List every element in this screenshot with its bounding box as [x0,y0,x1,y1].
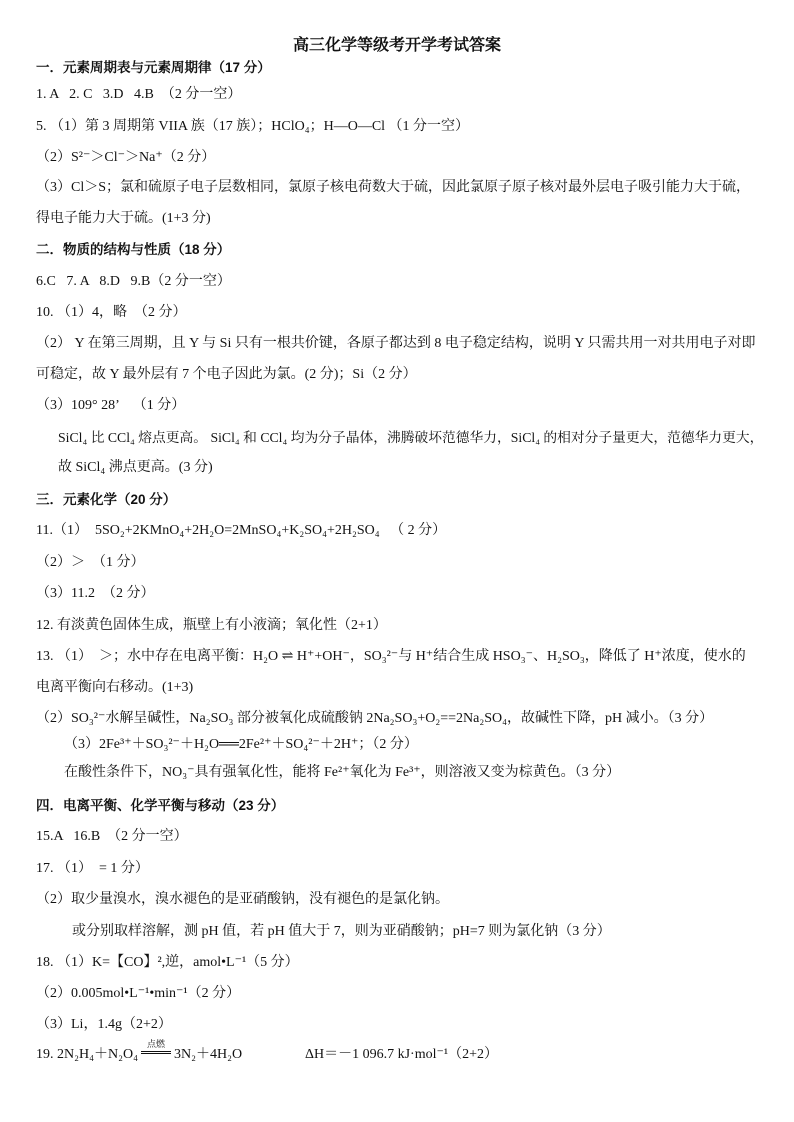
q17-part1-answer: 17. （1） = 1 分） [36,861,149,876]
q12-answer: 12. 有淡黄色固体生成，瓶壁上有小液滴；氧化性（2+1） [36,618,387,633]
q15-16-answers: 15.A 16.B （2 分一空） [36,829,188,844]
q10-part3-reason-line2: 故 SiCl₄ 沸点更高。(3 分) [58,460,213,475]
q19-reactants: 19. 2N₂H₄＋N₂O₄ [36,1047,138,1062]
section-1-heading: 一．元素周期表与元素周期律（17 分） [36,60,271,75]
q19-equation [36,1039,243,1063]
q11-part2-answer: （2）＞ （1 分） [36,555,145,570]
double-line-arrow-icon [141,1051,171,1054]
q5-part3-answer-line2: 得电子能力大于硫。(1+3 分) [36,211,211,226]
q11-part3-answer: （3）11.2 （2 分） [36,586,155,601]
q13-part1-answer-line1: 13. （1） ＞；水中存在电离平衡：H₂O ⇌ H⁺+OH⁻，SO₃²⁻与 H⁺结合生成 HSO₃⁻、H₂SO₃，降低了 H⁺浓度，使水的 [36,649,746,664]
q10-part3-reason-line1: SiCl₄ 比 CCl₄ 熔点更高。 SiCl₄ 和 CCl₄ 均为分子晶体，沸腾破坏范德华力，SiCl₄ 的相对分子量更大，范德华力更大， [58,430,764,445]
q10-part2-answer-line1: （2） Y 在第三周期，且 Y 与 Si 只有一根共价键，各原子都达到 8 电子稳定结构，说明 Y 只需共用一对共用电子对即 [36,336,756,351]
q19-enthalpy: ΔH＝－1 096.7 kJ·mol⁻¹（2+2） [305,1047,498,1062]
q18-part3-answer: （3）Li，1.4g（2+2） [36,1017,172,1032]
q11-part1-answer: 11.（1） 5SO₂+2KMnO₄+2H₂O=2MnSO₄+K₂SO₄+2H₂SO₄ （ 2 分） [36,523,447,538]
section-4-heading: 四．电离平衡、化学平衡与移动（23 分） [36,798,285,813]
q6-9-answers: 6.C 7. A 8.D 9.B（2 分一空） [36,274,231,289]
q18-part1-answer: 18. （1）K=【CO】²,逆，amol•L⁻¹（5 分） [36,955,299,970]
q10-part1-answer: 10. （1）4，略 （2 分） [36,305,187,320]
q1-4-answers: 1. A 2. C 3.D 4.B （2 分一空） [36,87,242,102]
document-title: 高三化学等级考开学考试答案 [292,37,501,54]
q19-products: 3N₂＋4H₂O [173,1047,243,1062]
q5-part3-answer-line1: （3）Cl＞S；氯和硫原子电子层数相同，氯原子核电荷数大于硫，因此氯原子原子核对最外层电子吸引能力大于硫， [36,180,751,195]
q17-part2-answer-line1: （2）取少量溴水，溴水褪色的是亚硝酸钠，没有褪色的是氯化钠。 [36,892,449,907]
reaction-condition-arrow [141,1039,171,1058]
q10-part2-answer-line2: 可稳定，故 Y 最外层有 7 个电子因此为氯。(2 分)；Si（2 分） [36,367,417,382]
q5-part1-answer: 5. （1）第 3 周期第 VIIA 族（17 族）；HClO₄；H—O—Cl （1 分一空） [36,119,470,134]
section-3-heading: 三．元素化学（20 分） [36,492,177,507]
section-2-heading: 二．物质的结构与性质（18 分） [36,242,231,257]
reaction-condition: 点燃 [146,1039,165,1049]
q13-part3-reason: 在酸性条件下，NO₃⁻具有强氧化性，能将 Fe²⁺氧化为 Fe³⁺，则溶液又变为棕黄色。（3 分） [64,765,621,780]
q13-part3-equation: （3）2Fe³⁺＋SO₃²⁻＋H₂O══2Fe²⁺＋SO₄²⁻＋2H⁺；（2 分） [64,737,418,752]
q13-part2-answer: （2）SO₃²⁻水解呈碱性，Na₂SO₃ 部分被氧化成硫酸钠 2Na₂SO₃+O₂==2Na₂SO₄，故碱性下降，pH 减小。（3 分） [36,711,714,726]
q18-part2-answer: （2）0.005mol•L⁻¹•min⁻¹（2 分） [36,986,241,1001]
q10-part3-answer: （3）109° 28’ （1 分） [36,398,186,413]
q17-part2-answer-line2: 或分别取样溶解，测 pH 值，若 pH 值大于 7，则为亚硝酸钠；pH=7 则为氯化钠（3 分） [72,924,611,939]
q13-part1-answer-line2: 电离平衡向右移动。(1+3) [36,680,194,695]
q5-part2-answer: （2）S²⁻＞Cl⁻＞Na⁺（2 分） [36,150,216,165]
